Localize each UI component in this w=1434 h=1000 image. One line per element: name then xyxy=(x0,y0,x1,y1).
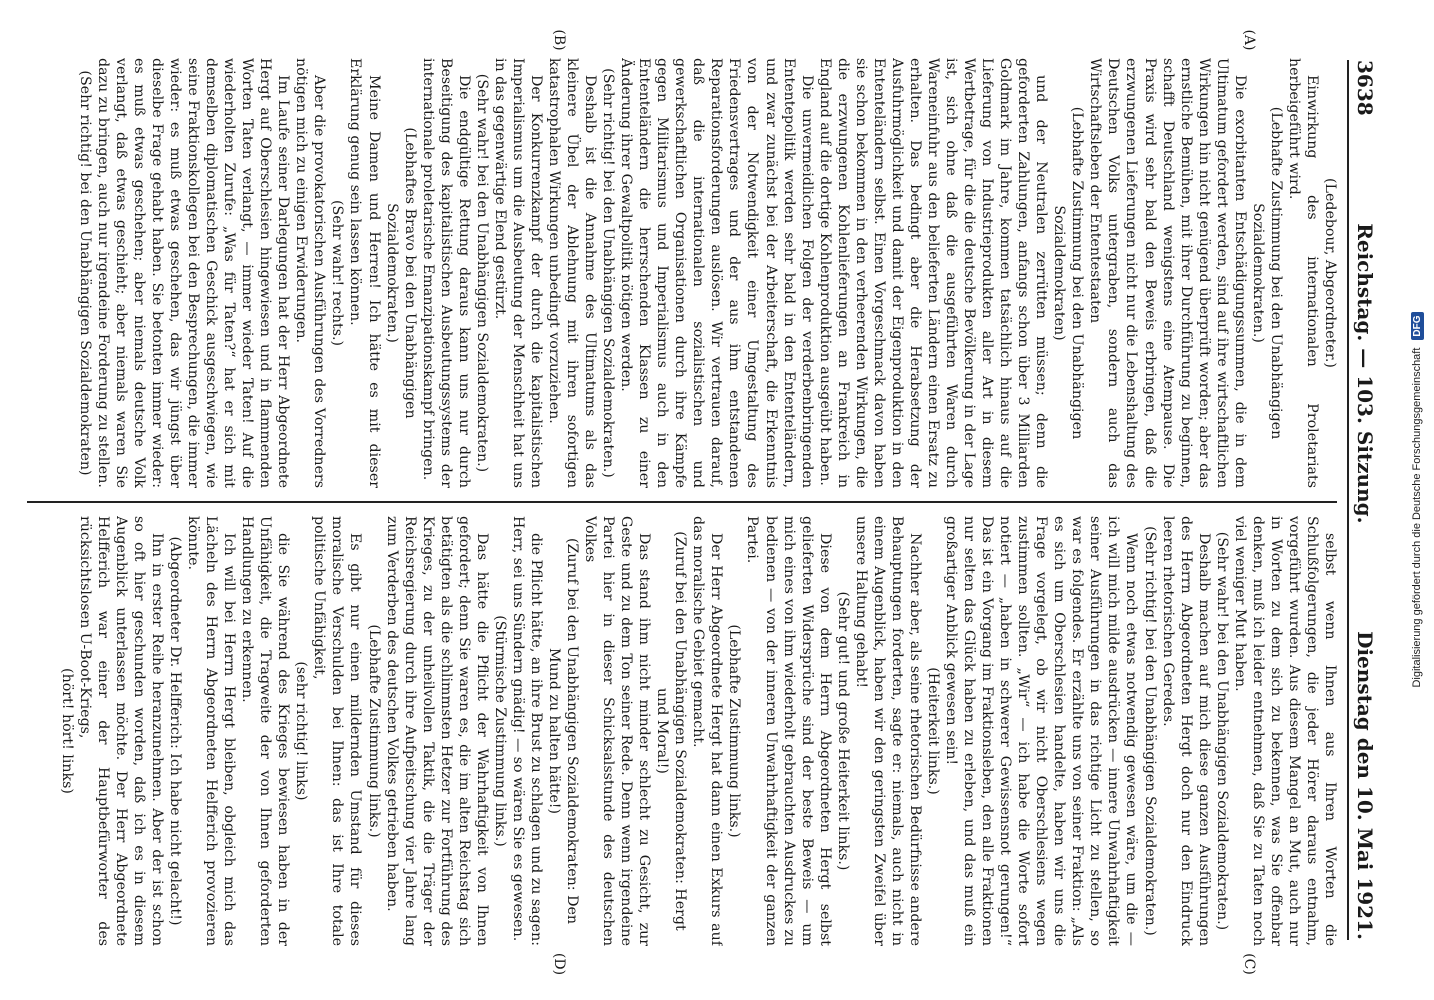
margin-mark-b: (B) xyxy=(551,29,567,51)
paragraph: Wenn noch etwas notwendig gewesen wäre, um die — ich will mich milde ausdrücken — innere Unwahrhaftigkeit seiner Ausführungen in das richtige Licht zu stellen, so war es folgendes. Er erzählte uns von seiner Fraktion: „Als es sich um Oberschlesien handelte, haben wir uns die Frage vorgelegt, ob wir nicht Oberschlesiens wegen zustimmen sollten. „Wir“ — ich habe die Worte sofort notiert — „haben in schwerer Gewissensnot gerungen!“ Das ist ein Vorgang im Fraktionsleben, den alle Fraktionen nur selten das Glück haben zu erleben, und das muß ein großartiger Anblick gewesen sein! xyxy=(943,516,1140,946)
margin-mark-d: (D) xyxy=(551,952,567,976)
paragraph: Der Konkurrenzkampf der durch die kapitalistischen Imperialismus um die Ausbeutung der Menschheit hat uns in das gegenwärtige Elend gestürzt. xyxy=(491,58,544,488)
paragraph: Einwirkung des internationalen Proletariats herbeigeführt wird. xyxy=(1285,58,1320,488)
paragraph: die Sie während des Krieges bewiesen haben in der Unfähigkeit, die Tragweite der von Ihnen geforderten Handlungen zu erkennen. xyxy=(239,516,292,946)
interjection: (Sehr richtig! bei den Unabhängigen Sozialdemokraten.) xyxy=(600,68,617,478)
interjection: (Lebhafte Zustimmung links.) xyxy=(365,624,382,838)
paragraph: Deshalb ist die Annahme des Ultimatums als das kleinere Übel der Ablehnung mit ihren sofortigen katastrophalen Wirkungen unbedingt vorzuziehen. xyxy=(545,58,599,488)
interjection: (hört! hört! links) xyxy=(58,668,75,794)
interjection: (sehr richtig! links) xyxy=(293,661,310,801)
interjection: (Heiterkeit links.) xyxy=(924,667,941,795)
paragraph: selbst wenn Ihnen aus Ihren Worten die Schlußfolgerungen, die jeder Hörer daraus entnahm, vorgeführt wurden. Aus diesem Mangel an Mut, auch nur in Worten zu dem sich zu bekennen, was Sie offenbar denken, muß ich leider entnehmen, daß Sie zu Taten noch viel weniger Mut haben. xyxy=(1231,516,1338,946)
right-column xyxy=(29,516,1339,946)
paragraph: Die exorbitanten Entschädigungssummen, die in dem Ultimatum gefordert werden, sind auf ihre wirtschaftlichen Wirkungen hin nicht genügend überprüft worden; aber das ernstliche Bemühen, mit ihrer Durchführung zu beginnen, schafft Deutschland wenigstens eine Atempause. Die Praxis wird sehr bald den Beweis erbringen, daß die erzwungenen Lieferungen nicht nur die Lebenshaltung des Deutschen Volks untergraben, sondern auch das Wirtschaftsleben der Ententestaaten xyxy=(1087,58,1248,488)
paragraph: Diese von dem Herrn Abgeordneten Hergt selbst gelieferten Widersprüche sind der beste Beweis — um mich eines von ihm wiederholt gebrauchten Ausdruckes zu bedienen — von der inneren Unwahrhaftigkeit der ganzen Partei. xyxy=(744,516,833,946)
column-divider xyxy=(27,501,1337,503)
interjection: (Lebhafte Zustimmung bei den Unabhängigen Sozialdemokraten.) xyxy=(1249,106,1284,440)
page-number: 3638 xyxy=(1353,60,1377,116)
credit-text: Digitalisierung gefördert durch die Deutsche Forschungsgemeinschaft xyxy=(1411,347,1423,688)
paragraph: Ihn in erster Reihe heranzunehmen. Aber der ist schon so oft hier geschunden worden, daß ich es in diesem Augenblick unterlassen möchte. Der Herr Abgeordnete Helfferich war einer der Hauptbefürworter des rücksichtslosen U-Boot-Kriegs, xyxy=(76,516,165,946)
left-column xyxy=(29,58,1339,488)
paragraph: Der Herr Abgeordnete Hergt hat dann einen Exkurs auf das moralische Gebiet gemacht. xyxy=(690,516,725,946)
page-header xyxy=(1353,60,1389,940)
paragraph: Aber die provokatorischen Ausführungen des Vorredners nötigen mich zu einigen Erwiderungen. xyxy=(293,58,328,488)
dfg-logo: DFG xyxy=(1411,312,1424,339)
interjection: (Stürmische Zustimmung links.) xyxy=(491,615,508,847)
paragraph: Die unvermeidlichen Folgen der verderbenbringenden Ententepolitik werden sehr bald in den Ententeländern, und zwar zunächst bei der Arbeiterschaft, die Erkenntnis von der Notwendigkeit einer Umgestaltung des Friedensvertrages und der aus ihm entstandenen Reparationsforderungen auslösen. Wir vertrauen darauf, daß die internationalen sozialistischen und gewerkschaftlichen Organisationen durch ihre Kämpfe gegen Militarismus und Imperialismus auch in den Ententeländern die herrschenden Klassen zu einer Änderung ihrer Gewaltpolitik nötigen werden. xyxy=(618,58,815,488)
interjection: (Lebhaftes Bravo bei den Unabhängigen Sozialdemokraten.) xyxy=(383,127,418,419)
interjection: (Zuruf bei den Unabhängigen Sozialdemokraten: Den Mund zu halten hätte!) xyxy=(545,538,581,924)
interjection: (Abgeordneter Dr. Helfferich: Ich habe nicht gelacht!) xyxy=(167,536,183,926)
sidebar-credit xyxy=(1406,10,1428,990)
interjection: (Sehr gut! und große Heiterkeit links.) xyxy=(834,591,851,871)
margin-mark-c: (C) xyxy=(1241,953,1257,975)
paragraph: Nachher aber, als seine rhetorischen Bedürfnisse andere Behauptungen forderten, sagte er: niemals, auch nicht in einem Augenblick, haben wir den geringsten Zweifel über unsere Haltung gehabt! xyxy=(852,516,923,946)
paragraph: Die endgültige Rettung daraus kann uns nur durch Beseitigung des kapitalistischen Ausbeutungssystems der internationale proletarische Emanzipationskampf bringen. xyxy=(419,58,472,488)
paragraph: Es gibt nur einen mildernden Umstand für dieses moralische Verschulden bei Ihnen: das ist Ihre totale politische Unfähigkeit, xyxy=(311,516,364,946)
paragraph: die Pflicht hätte, an ihre Brust zu schlagen und zu sagen: Herr, sei uns Sündern gnädig! — so wären Sie es gewesen. xyxy=(509,516,544,946)
interjection: (Zuruf bei den Unabhängigen Sozialdemokraten: Hergt und Moral!) xyxy=(654,531,689,931)
interjection: (Lebhafte Zustimmung links.) xyxy=(726,624,743,838)
header-rule xyxy=(1347,60,1349,940)
interjection: (Sehr wahr! bei den Unabhängigen Sozialdemokraten.) xyxy=(1213,531,1230,931)
paragraph: Das stand ihm nicht minder schlecht zu Gesicht, zur Geste und zu dem Ton seiner Rede. Denn wenn irgendeine Partei hier in dieser Schicksalsstunde des deutschen Volkes xyxy=(582,516,653,946)
header-date: Dienstag den 10. Mai 1921. xyxy=(1353,631,1377,940)
paragraph: Deshalb machen auf mich diese ganzen Ausführungen des Herrn Abgeordneten Hergt doch nur den Eindruck leeren rhetorischen Geredes. xyxy=(1159,516,1212,946)
margin-mark-a: (A) xyxy=(1241,29,1257,51)
interjection: (Sehr wahr! bei den Unabhängigen Sozialdemokraten.) xyxy=(473,73,490,473)
paragraph: Im Laufe seiner Darlegungen hat der Herr Abgeordnete Hergt auf Oberschlesien hingewiesen und in flammenden Worten Taten verlangt, — immer wieder Taten! Auf die wiederholten Zurufe: „Was für Taten?“ hat er sich mit demselben diplomatischen Geschick ausgeschwiegen, wie seine Fraktionskollegen bei den Besprechungen, die immer wieder: es muß etwas geschehen, das wir jüngst über dieselbe Frage gehabt haben. Sie betonten immer wieder: es muß etwas geschehen; aber niemals deutsche Volk verlangt, daß etwas geschieht; aber niemals waren Sie dazu zu bringen, auch nur irgendeine Forderung zu stellen. xyxy=(94,58,292,488)
paragraph: Ich will bei Herrn Hergt bleiben, obgleich mich das Lächeln des Herrn Abgeordneten Helfferich provozieren könnte. xyxy=(185,516,238,946)
paragraph: und der Neutralen zerrütten müssen; denn die geforderten Zahlungen, anfangs schon über 3 Milliarden Goldmark im Jahre, kommen tatsächlich hinaus auf die Lieferung von Industrieprodukten aller Art in diesem Wertbetrage, für die die deutsche Bevölkerung in der Lage ist, sich ohne daß die ausgeführten Waren durch Wareneinfuhr aus den belieferten Ländern einen Ersatz zu erhalten. Das bedingt aber die Herabsetzung der Ausfuhrmöglichkeit und damit der Eigenproduktion in den Ententeländern selbst. Einen Vorgeschmack davon haben sie schon bekommen in den verheerenden Wirkungen, die die erzwungenen Kohlenlieferungen an Frankreich in England auf die dortige Kohlenproduktion ausgeübt haben. xyxy=(816,58,1050,488)
interjection: (Sehr richtig! bei den Unabhängigen Sozialdemokraten.) xyxy=(1141,526,1158,936)
interjection: (Sehr richtig! bei den Unabhängigen Sozialdemokraten) xyxy=(76,70,93,476)
paragraph: Das hätte die Pflicht der Wahrhaftigkeit von Ihnen gefordert; denn Sie waren es, die im alten Reichstag sich betätigten als die schlimmsten Hetzer zur Fortführung des Krieges, zu der unheilvollen Taktik, die die Träger der Reichsregierung durch ihre Aufpeitschung vier Jahre lang zum Verderben des deutschen Volkes getrieben haben. xyxy=(383,516,490,946)
interjection: (Lebhafte Zustimmung bei den Unabhängigen Sozialdemokraten) xyxy=(1051,106,1086,440)
rotated-newspaper-page xyxy=(17,20,1397,980)
paragraph: Meine Damen und Herren! Ich hätte es mit dieser Erklärung genug sein lassen können. xyxy=(347,58,382,488)
interjection: (Ledebour, Abgeordneter.) xyxy=(1322,178,1338,368)
header-title: Reichstag. — 103. Sitzung. xyxy=(1353,223,1377,524)
interjection: (Sehr wahr! rechts.) xyxy=(329,199,346,347)
